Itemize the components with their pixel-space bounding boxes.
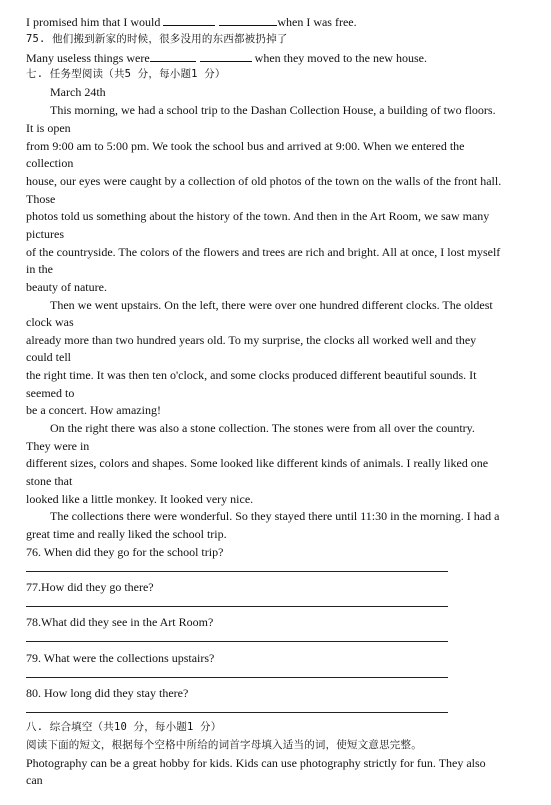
question-78: 78.What did they see in the Art Room? bbox=[26, 615, 214, 629]
passage-line: could tell bbox=[26, 350, 71, 364]
passage-line: Those bbox=[26, 192, 56, 206]
passage-line: pictures bbox=[26, 227, 64, 241]
passage-line: can bbox=[26, 773, 43, 787]
answer-blank[interactable] bbox=[200, 50, 252, 62]
question-77: 77.How did they go there? bbox=[26, 580, 154, 594]
question-79: 79. What were the collections upstairs? bbox=[26, 651, 215, 665]
passage-line: different sizes, colors and shapes. Some looked like different kinds of animals. I really liked one bbox=[26, 456, 489, 470]
passage-line: Photography can be a great hobby for kids. Kids can use photography strictly for fun. They also bbox=[26, 756, 486, 770]
passage-line: photos told us something about the history of the town. And then in the Art Room, we saw many bbox=[26, 209, 490, 223]
answer-line-79[interactable] bbox=[26, 677, 448, 678]
passage-line: great time and really liked the school trip. bbox=[26, 527, 227, 541]
passage-line: The collections there were wonderful. So they stayed there until 11:30 in the morning. I had a bbox=[50, 509, 500, 523]
question-74-sentence: I promised him that I would when I was free. bbox=[26, 15, 357, 29]
question-75-chinese: 75. 他们搬到新家的时候，很多没用的东西都被扔掉了 bbox=[26, 33, 288, 45]
section-7-heading: 七. 任务型阅读（共5 分，每小题1 分） bbox=[26, 68, 226, 80]
question-76: 76. When did they go for the school trip? bbox=[26, 545, 224, 559]
passage-line: beauty of nature. bbox=[26, 280, 107, 294]
passage-line: be a concert. How amazing! bbox=[26, 403, 161, 417]
passage-line: seemed to bbox=[26, 386, 75, 400]
answer-line-78[interactable] bbox=[26, 641, 448, 642]
section-8-heading: 八. 综合填空（共10 分，每小题1 分） bbox=[26, 721, 222, 733]
answer-blank[interactable] bbox=[150, 50, 196, 62]
answer-line-80[interactable] bbox=[26, 712, 448, 713]
passage-line: in the bbox=[26, 262, 53, 276]
question-75-sentence: Many useless things were when they moved to the new house. bbox=[26, 51, 427, 65]
passage-line: clock was bbox=[26, 315, 74, 329]
section-8-instructions: 阅读下面的短文，根据每个空格中所给的词首字母填入适当的词，使短文意思完整。 bbox=[26, 739, 422, 751]
passage-line: stone that bbox=[26, 474, 73, 488]
passage-line: It is open bbox=[26, 121, 71, 135]
passage-line: of the countryside. The colors of the flowers and trees are rich and bright. All at once, I lost myself bbox=[26, 245, 501, 259]
passage-line: collection bbox=[26, 156, 74, 170]
passage-line: already more than two hundred years old. To my surprise, the clocks all worked well and they bbox=[26, 333, 477, 347]
passage-date: March 24th bbox=[50, 85, 106, 99]
passage-line: Then we went upstairs. On the left, there were over one hundred different clocks. The oldest bbox=[50, 298, 493, 312]
answer-blank[interactable] bbox=[219, 14, 277, 26]
passage-line: On the right there was also a stone collection. The stones were from all over the country. bbox=[50, 421, 475, 435]
passage-line: looked like a little monkey. It looked very nice. bbox=[26, 492, 254, 506]
answer-blank[interactable] bbox=[163, 14, 215, 26]
passage-line: house, our eyes were caught by a collection of old photos of the town on the walls of the front hall. bbox=[26, 174, 502, 188]
passage-line: from 9:00 am to 5:00 pm. We took the school bus and arrived at 9:00. When we entered the bbox=[26, 139, 465, 153]
answer-line-77[interactable] bbox=[26, 606, 448, 607]
question-80: 80. How long did they stay there? bbox=[26, 686, 189, 700]
passage-line: the right time. It was then ten o'clock, and some clocks produced different beautiful sounds. It bbox=[26, 368, 477, 382]
answer-line-76[interactable] bbox=[26, 571, 448, 572]
passage-line: This morning, we had a school trip to the Dashan Collection House, a building of two floors. bbox=[50, 103, 496, 117]
passage-line: They were in bbox=[26, 439, 90, 453]
